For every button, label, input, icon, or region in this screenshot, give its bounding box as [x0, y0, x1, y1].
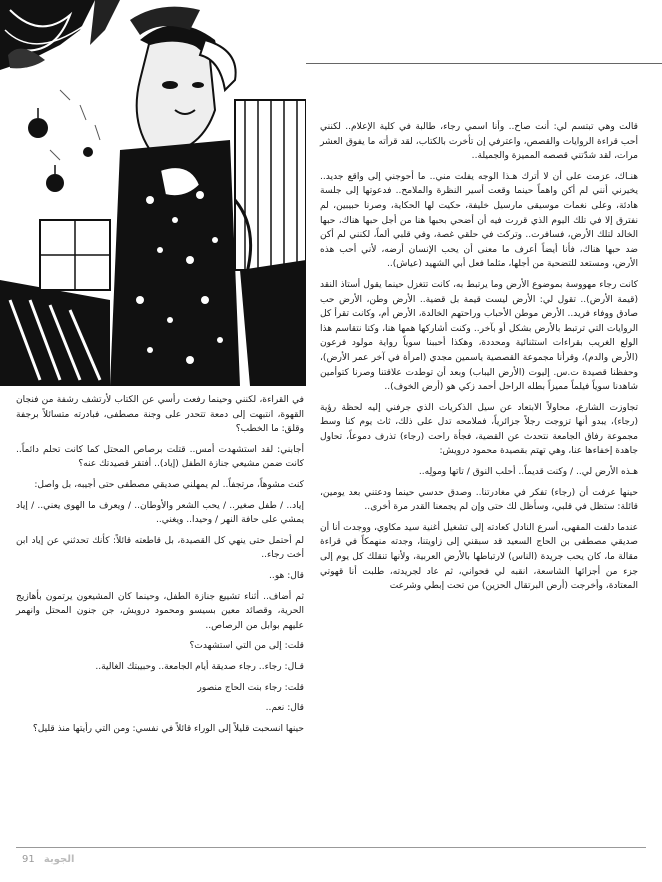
woman-portrait-illustration-icon: [0, 0, 306, 386]
paragraph: لم أحتمل حتى ينهي كل القصيدة، بل قاطعته قائلاً: كأنك تحدثني عن إياد ابن أخت رجاء..: [16, 535, 304, 561]
paragraph: قـال: رجاء.. رجاء صديقة أيام الجامعة.. وحبيبتك الغالية..: [95, 661, 304, 672]
poem-verse: إياد.. / طفل صغير.. / يحب الشعر والأوطان.. / ويعرف ما الهوى يعني.. / إياد يمشي على حافة النهر / وحيدا.. ويغني..: [16, 500, 304, 526]
paragraph: في القراءة، لكنني وحينما رفعت رأسي عن الكتاب لأرتشف رشفة من فنجان القهوة، انتبهت إلى دمعة تتحدر على وجنة مصطفى، فبادرته متسائلاً برجفة وقلق: ما الخطب؟: [16, 395, 304, 435]
article-left-column: [16, 393, 304, 742]
artwork-illustration: [0, 0, 306, 386]
paragraph: قال: نعم..: [265, 703, 304, 714]
page-number: 91: [22, 854, 35, 865]
paragraph: كانت رجاء مهووسة بموضوع الأرض وما يرتبط به، كانت تتغزل حينما يقول أستاذ النقد (قيمة الأرض).. تقول لي: الأرض ليست قيمة بل قضية.. الأرض وطن، الأرض حب صادق ووفاء فريد.. الأرض موطن الأحباب وراحتهم الخالدة، الأرض أم، وكانت تقرأ كل الروايات التي ترتبط بالأرض بشكل أو بآخر.. وكنت أشاركها همها هنا، وكنا نتقاسم هذا الولع الغريب بقراءات استثنائية ومحددة، وهكذا أحببنا سوياً رواية مولود فرعون (الأرض والدم)، وقرأنا مجموعة القصصية ياسمين مجدي (امرأة في آخر عمر الأرض)، وحفظنا قصيدة ت.س. إليوت (الأرض اليباب) وبعد أن توطدت علاقتنا وصرنا كتوأمين شاهدنا سوياً فيلماً مميزاً بطله الراحل أحمد زكي هو (أرض الخوف)..: [320, 279, 638, 393]
top-rule: [306, 63, 662, 64]
paragraph: قلت: إلى من التي استشهدت؟: [189, 641, 304, 652]
article-right-column: [320, 120, 638, 600]
magazine-name: الجوبة: [43, 854, 75, 865]
paragraph: حينها عرفت أن (رجاء) تفكر في مغادرتنا.. وصدق حدسي حينما ودعتني بعد يومين، قائلة: ستظل في قلبي، وسأظل لك حتى وإن لم يجمعنا القدر مرة أخرى..: [320, 487, 638, 513]
paragraph: قلت: رجاء بنت الحاج منصور: [197, 682, 304, 693]
paragraph: تجاوزت الشارع، محاولاً الابتعاد عن سيل الذكريات الذي جرفني إليه لحظة رؤية (رجاء)، يبدو أنها تزوجت رجلاً جزائرياً، فملامحه تدل على ذلك، ثاث يوم كنا وسط مجموعة رفاق الجامعة نتحدث عن القضية، فجأة راحت (رجاء) تذرف دموعاً، تحاول جاهدة إخفاءها عنا، وهي تهتم بقصيدة محمود درويش:: [320, 402, 638, 457]
poem-verse: هـذه الأرض لي.. / وكنت قديماً.. أحلب النوق / تاتها ومولِه..: [418, 467, 638, 478]
paragraph: هنـاك، عزمت على أن لا أترك هـذا الوجه يفلت مني.. ما أحوجني إلى واقع جديد.. يخيرني أنني لم أكن واهماً حينما وقعت أسير النظرة والملامح.. فدعوتها إلى جلسة هادئة، وعلى نغمات موسيقى مارسيل خليفة، حكيت لها الحكاية، وصرنا حبيبين، لم نفترق إلا في تلك اليوم الذي قررت فيه أن أضحي بحبها هنا من أجل حبها هناك، حبها الخالد لتلك الأرض، فسافرت.. وتركت في حلقي غصة، وفي قلبي ألماً، لكنني لم أكن ضد حبها هناك، فأنا أيضاً أعرف ما معنى أن يحب الإنسان أرضه، لأني أحب هذه الأرض، ومستعد للتضحية من أجلها، مثلما فعل أبي الشهيد (عياش)..: [320, 171, 638, 270]
paragraph: قالت وهي تبتسم لي: أنت صاح.. وأنا اسمي رجاء، طالبة في كلية الإعلام.. لكنني أحب قراءة الروايات والقصص، واعترفي إن تأخرت بالكتاب، لقد قرأته ما يفوق العشر مرات، لقد شدّتني قصصه المميزة والجميلة..: [320, 122, 638, 162]
paragraph: قال: هو..: [269, 570, 304, 581]
paragraph: أجابني: لقد استشهدت أمس.. قتلت برصاص المحتل كما كانت تحلم دائماً.. كانت ضمن مشيعي جنازة الطفل (إياد).. أفتقر قصيدتك عنه؟: [16, 444, 304, 470]
paragraph: حينها انسحبت قليلاً إلى الوراء قائلاً في نفسي: ومن التي رأيتها منذ قليل؟: [32, 723, 304, 734]
paragraph: كنت مشوهاً، مرتجفاً.. لم يمهلني صديقي مصطفى حتى أجيبه، بل واصل:: [34, 479, 304, 490]
page-footer: [22, 854, 74, 865]
footer-rule: [16, 847, 646, 848]
paragraph: عندما دلفت المقهى، أسرع النادل كعادته إلى تشغيل أغنية سيد مكاوي، ووجدت أنا أن صديقي مصطفى بن الحاج السعيد قد سبقني إلى زاويتنا، وجدته منهمكاً في قراءة مقالة ما، كان يحب جريدة (الناس) لارتباطها بالأرض العربية، ولأنها تنقلك كل يوم إلى جزء من أجزائها الشاسعة، انقبه لي فحواني، ثم عاد لجريدته، طلبت أنا قهوتي المعتادة، وأخرجت (أرض البرتقال الحزين) من تحت إبطي وشرعت: [320, 522, 638, 592]
paragraph: ثم أضاف.. أثناء تشييع جنازة الطفل، وحينما كان المشيعون يرتمون بأهازيج الحرية، وقصائد معين بسيسو ومحمود درويش، جن جنون المحتل وانهمر عليهم بوابل من الرصاص..: [16, 591, 304, 631]
